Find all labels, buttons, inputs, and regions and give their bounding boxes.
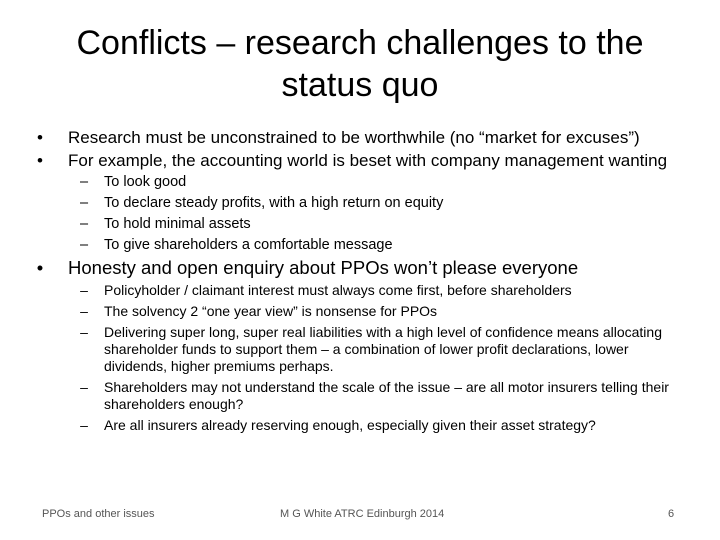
sub-bullet-list — [68, 282, 690, 434]
sub-bullet-list — [68, 174, 690, 254]
sub-bullet-text: Policyholder / claimant interest must always come first, before shareholders — [104, 282, 572, 298]
dash-icon: – — [79, 195, 89, 211]
dash-icon: – — [79, 237, 89, 253]
bullet-icon: • — [37, 151, 43, 170]
sub-bullet-item — [68, 379, 690, 413]
sub-bullet-item — [68, 216, 690, 233]
dash-icon: – — [79, 216, 89, 232]
dash-icon: – — [80, 303, 88, 319]
sub-bullet-text: To declare steady profits, with a high return on equity — [104, 195, 444, 211]
bullet-icon: • — [36, 257, 44, 278]
bullet-icon: • — [37, 128, 43, 147]
sub-bullet-item — [68, 303, 690, 320]
page-number: 6 — [668, 508, 675, 520]
bullet-text: For example, the accounting world is beset with company management wanting — [68, 151, 668, 170]
bullet-item — [30, 151, 690, 254]
sub-bullet-item — [68, 282, 690, 299]
dash-icon: – — [80, 379, 88, 395]
sub-bullet-item — [68, 417, 690, 434]
bullet-text: Honesty and open enquiry about PPOs won’t please everyone — [68, 257, 579, 278]
slide-body — [30, 128, 690, 438]
footer-left: PPOs and other issues — [42, 508, 155, 520]
bullet-text: Research must be unconstrained to be worthwhile (no “market for excuses”) — [68, 128, 640, 147]
slide-title: Conflicts – research challenges to the status quo — [76, 24, 644, 104]
bullet-item — [30, 128, 690, 147]
footer-center: M G White ATRC Edinburgh 2014 — [280, 508, 445, 520]
dash-icon: – — [80, 282, 88, 298]
sub-bullet-text: Are all insurers already reserving enough, especially given their asset strategy? — [104, 417, 596, 433]
sub-bullet-text: To look good — [104, 174, 187, 190]
dash-icon: – — [80, 417, 88, 433]
dash-icon: – — [79, 174, 89, 190]
sub-bullet-item — [68, 174, 690, 191]
sub-bullet-text: Delivering super long, super real liabilities with a high level of confidence means allocating shareholder funds to support them – a combination of lower profit declarations, lower dividends, higher premiums perhaps. — [104, 324, 662, 374]
dash-icon: – — [80, 324, 88, 340]
sub-bullet-item — [68, 324, 690, 375]
bullet-item — [30, 258, 690, 434]
bullet-list — [30, 128, 690, 434]
sub-bullet-text: To hold minimal assets — [104, 216, 251, 232]
sub-bullet-text: The solvency 2 “one year view” is nonsense for PPOs — [104, 303, 438, 319]
sub-bullet-text: Shareholders may not understand the scale of the issue – are all motor insurers telling their shareholders enough? — [104, 379, 669, 412]
sub-bullet-item — [68, 195, 690, 212]
sub-bullet-item — [68, 237, 690, 254]
sub-bullet-text: To give shareholders a comfortable message — [104, 237, 393, 253]
